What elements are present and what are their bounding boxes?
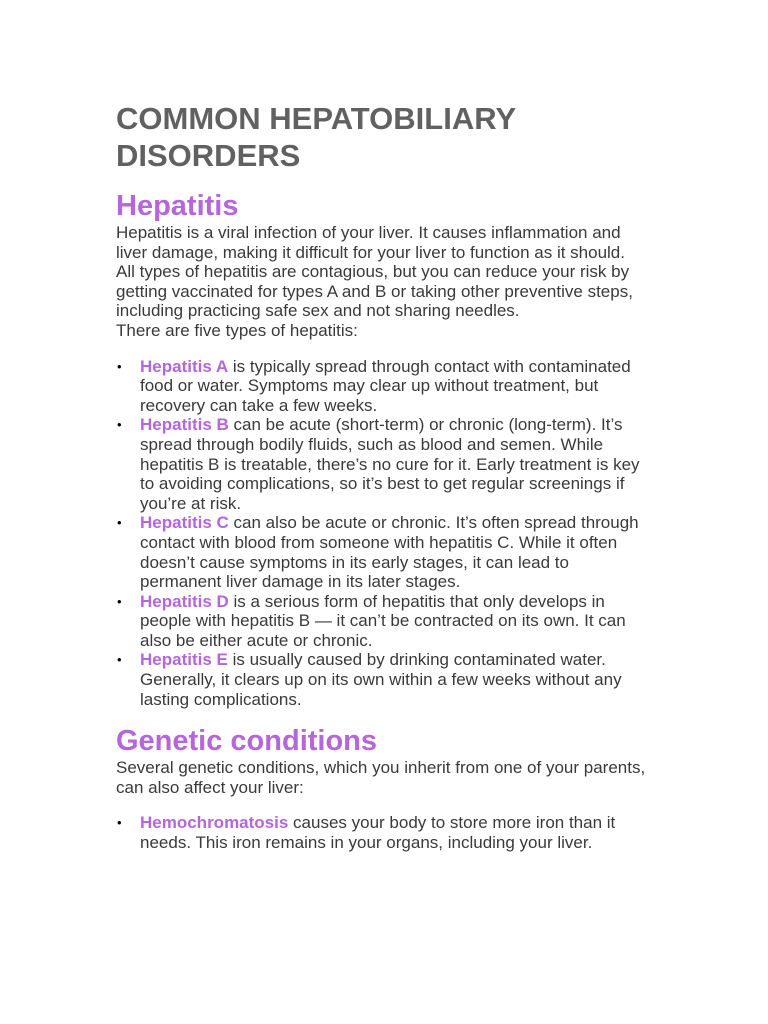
bullet-icon: •: [117, 358, 122, 374]
bullet-icon: •: [117, 515, 122, 531]
list-item-hepatitis-e: [116, 650, 651, 709]
term-hepatitis-d: Hepatitis D: [140, 591, 229, 611]
bullet-icon: •: [117, 652, 122, 668]
bullet-icon: •: [117, 417, 122, 433]
description-hepatitis-d: is a serious form of hepatitis that only develops in people with hepatitis B — it can’t be contracted on its own. It can also be either acute or chronic.: [140, 591, 626, 650]
description-hemochromatosis: causes your body to store more iron than it needs. This iron remains in your organs, including your liver.: [140, 813, 616, 853]
genetic-intro-first-letter: S: [116, 758, 128, 778]
term-hemochromatosis: Hemochromatosis: [140, 813, 289, 833]
term-hepatitis-a: Hepatitis A: [140, 356, 229, 376]
document-title-line-2: DISORDERS: [116, 138, 301, 173]
description-hepatitis-e: is usually caused by drinking contaminated water. Generally, it clears up on its own within a few weeks without any lasting complications.: [140, 650, 622, 709]
hepatitis-paragraph-3: There are five types of hepatitis:: [116, 320, 358, 340]
hepatitis-paragraph-1: Hepatitis is a viral infection of your liver. It causes inflammation and liver damage, making it difficult for your liver to function as it should.: [116, 223, 625, 262]
genetic-intro-paragraph: [116, 758, 651, 797]
term-hepatitis-e: Hepatitis E: [140, 650, 228, 670]
list-item-hepatitis-b: [116, 415, 651, 513]
document-title: [116, 100, 651, 174]
genetic-conditions-heading: Genetic conditions: [116, 725, 378, 758]
bullet-icon: •: [117, 815, 122, 831]
hepatitis-paragraph-2: All types of hepatitis are contagious, but you can reduce your risk by getting vaccinated for types A and B or taking other preventive steps, including practicing safe sex and not sharing needles.: [116, 262, 633, 321]
genetic-intro-rest: everal genetic conditions, which you inherit from one of your parents, can also affect your liver:: [116, 758, 646, 797]
list-item-hepatitis-d: [116, 592, 651, 651]
description-hepatitis-b: can be acute (short-term) or chronic (long-term). It’s spread through bodily fluids, such as blood and semen. While hepatitis B is treatable, there’s no cure for it. Early treatment is key to avoiding complications, so it’s best to get regular screenings if you’re at risk.: [140, 415, 640, 513]
description-hepatitis-a: is typically spread through contact with contaminated food or water. Symptoms may clear up without treatment, but recovery can take a few weeks.: [140, 356, 631, 415]
bullet-icon: •: [117, 593, 122, 609]
document-title-line-1: COMMON HEPATOBILIARY: [116, 101, 517, 136]
hepatitis-types-list: [116, 357, 651, 710]
hepatitis-heading: Hepatitis: [116, 190, 239, 222]
description-hepatitis-c: can also be acute or chronic. It’s often spread through contact with blood from someone with hepatitis C. While it often doesn’t cause symptoms in its early stages, it can lead to permanent liver damage in its later stages.: [140, 513, 639, 592]
genetic-conditions-list: [116, 813, 651, 852]
term-hepatitis-c: Hepatitis C: [140, 513, 229, 533]
term-hepatitis-b: Hepatitis B: [140, 415, 229, 435]
list-item-hemochromatosis: [116, 813, 651, 852]
document-page: [116, 100, 651, 853]
list-item-hepatitis-a: [116, 357, 651, 416]
list-item-hepatitis-c: [116, 513, 651, 591]
